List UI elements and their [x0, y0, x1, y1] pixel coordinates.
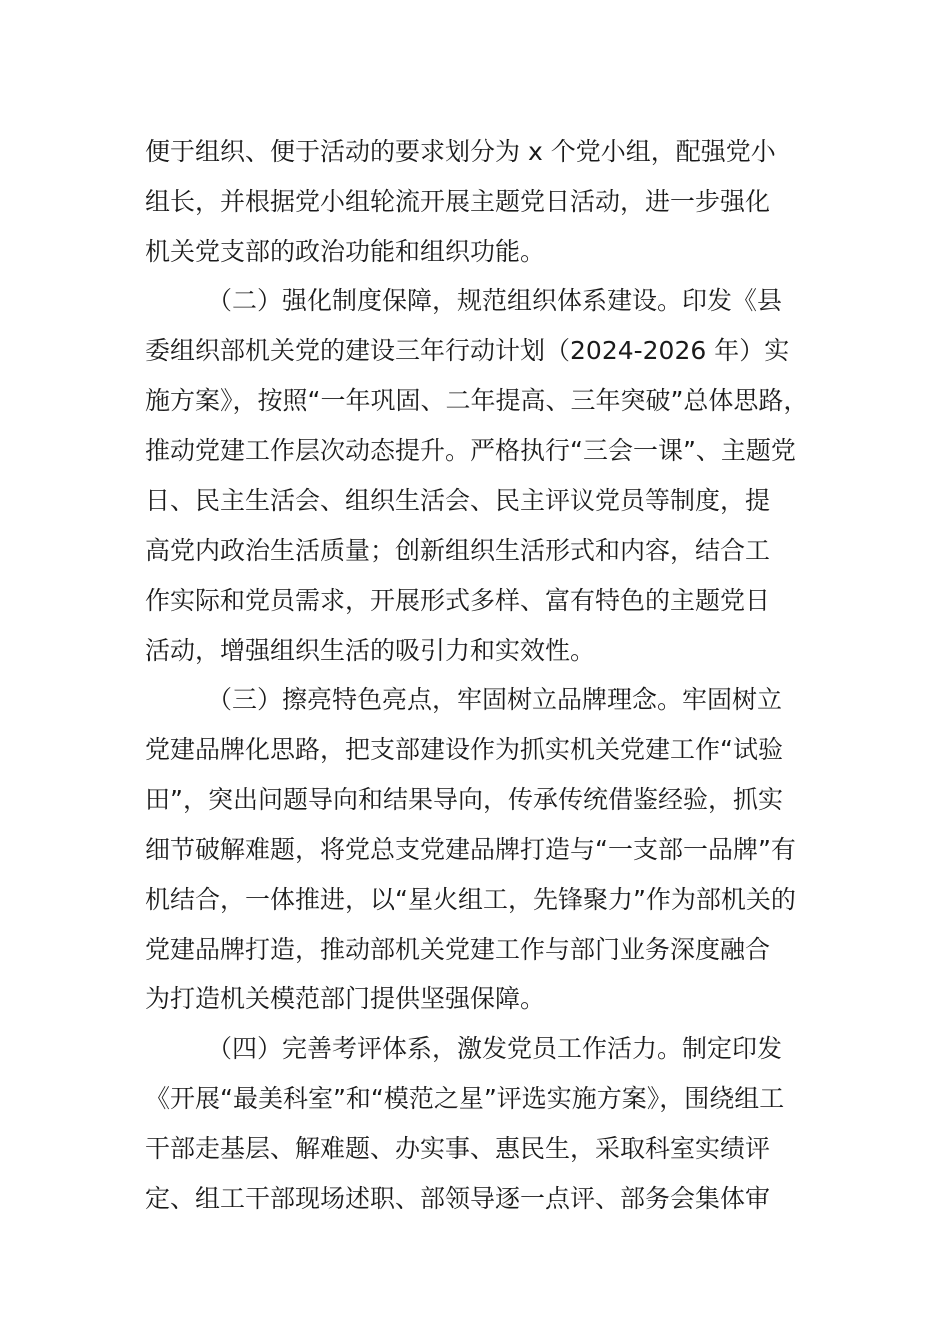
text-line: 委组织部机关党的建设三年行动计划（2024-2026 年）实	[145, 336, 790, 365]
text-line: 细节破解难题，将党总支党建品牌打造与“一支部一品牌”有	[145, 835, 796, 864]
text-line: 作实际和党员需求，开展形式多样、富有特色的主题党日	[145, 586, 771, 615]
text-line: 机关党支部的政治功能和组织功能。	[145, 237, 546, 266]
text-line: 《开展“最美科室”和“模范之星”评选实施方案》，围绕组工	[145, 1084, 785, 1113]
text-line: 干部走基层、解难题、办实事、惠民生，采取科室实绩评	[145, 1134, 771, 1163]
text-line: 机结合，一体推进，以“星火组工，先锋聚力”作为部机关的	[145, 885, 796, 914]
text-line: 党建品牌打造，推动部机关党建工作与部门业务深度融合	[145, 935, 771, 964]
text-line: 党建品牌化思路，把支部建设作为抓实机关党建工作“试验	[145, 735, 783, 764]
text-line: 日、民主生活会、组织生活会、民主评议党员等制度，提	[145, 486, 771, 515]
text-line: 为打造机关模范部门提供坚强保障。	[145, 984, 546, 1013]
text-line: 施方案》，按照“一年巩固、二年提高、三年突破”总体思路，	[145, 386, 809, 415]
text-line: 推动党建工作层次动态提升。严格执行“三会一课”、主题党	[145, 436, 796, 465]
text-line: 田”，突出问题导向和结果导向，传承传统借鉴经验，抓实	[145, 785, 783, 814]
section-heading-4: （四）完善考评体系，激发党员工作活力。制定印发	[207, 1034, 783, 1063]
section-heading-2: （二）强化制度保障，规范组织体系建设。印发《县	[207, 286, 783, 315]
text-line: 活动，增强组织生活的吸引力和实效性。	[145, 636, 596, 665]
section-heading-3: （三）擦亮特色亮点，牢固树立品牌理念。牢固树立	[207, 685, 783, 714]
text-line: 高党内政治生活质量；创新组织生活形式和内容，结合工	[145, 536, 771, 565]
text-line: 组长，并根据党小组轮流开展主题党日活动，进一步强化	[145, 187, 771, 216]
text-line: 定、组工干部现场述职、部领导逐一点评、部务会集体审	[145, 1184, 771, 1213]
text-line: 便于组织、便于活动的要求划分为 x 个党小组，配强党小	[145, 137, 776, 166]
